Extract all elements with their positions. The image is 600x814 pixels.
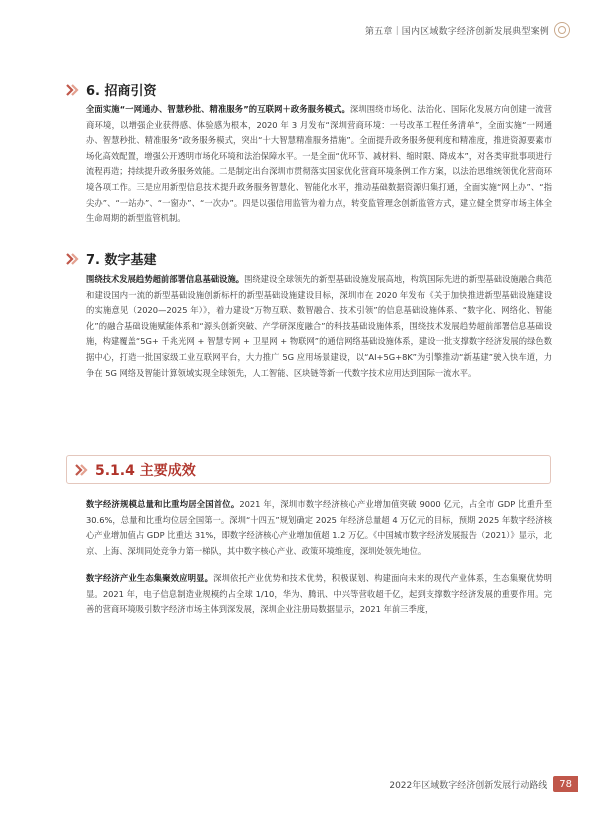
paragraph-lead: 围绕技术发展趋势超前部署信息基础设施。 bbox=[86, 274, 245, 284]
chapter-title: 第五章｜国内区域数字经济创新发展典型案例 bbox=[364, 26, 549, 37]
section-title: 7. 数字基建 bbox=[86, 253, 157, 268]
paragraph-achievement-scale bbox=[86, 497, 552, 559]
double-chevron-icon bbox=[66, 252, 80, 266]
double-chevron-icon bbox=[75, 463, 89, 477]
paragraph-body: 围绕建设全球领先的新型基础设施发展高地，构筑国际先进的新型基础设施融合典范和建设国内一流的新型基础设施创新标杆的新型基础设施建设目标，深圳市在 2020 年发布《关于加快推进新型基础设施建设的实施意见（2020—2025 年）》，着力建设“万物互联、数智融合、技术引领”的信息基础设施体系、“数字化、网络化、智能化”的融合基础设施赋能体系和“源头创新突破、产学研深度融合”的科技基础设施体系，围绕技术发展趋势超前部署信息基础设施，构建覆盖“5G+ 千兆光网 + 智慧专网 + 卫星网 + 物联网”的通信网络基础设施体系，建设一批支撑数字经济发展的绿色数据中心，打造一批国家级工业互联网平台，大力推广 5G 应用场景建设，以“AI+5G+8K”为引擎推动“新基建”驶入快车道，力争在 5G 网络及智能计算领域实现全球领先，人工智能、区块链等新一代数字技术应用达到国际一流水平。 bbox=[86, 274, 552, 378]
paragraph-investment bbox=[86, 102, 552, 227]
page-footer bbox=[389, 776, 578, 792]
emblem-icon bbox=[554, 22, 570, 38]
footer-title: 2022年区域数字经济创新发展行动路线 bbox=[389, 780, 548, 791]
paragraph-achievement-ecosystem bbox=[86, 571, 552, 618]
section-title: 6. 招商引资 bbox=[86, 84, 157, 99]
paragraph-lead: 数字经济产业生态集聚效应明显。 bbox=[86, 573, 214, 583]
paragraph-lead: 数字经济规模总量和比重均居全国首位。 bbox=[86, 499, 240, 509]
main-heading-box bbox=[66, 455, 551, 484]
section-heading-investment bbox=[66, 80, 157, 99]
page-header bbox=[365, 22, 570, 38]
paragraph-body: 深圳围绕市场化、法治化、国际化发展方向创建一流营商环境，以增强企业获得感、体验感为根本，2020 年 3 月发布“深圳营商环境：一号改革工程任务清单”，全面实施“一网通办、智慧秒批、精准服务”政务服务模式，突出“十大智慧精准服务措施”。全面提升政务服务便利度和精准度，推进资源要素市场化高效配置，增强公开透明市场化环境和法治保障水平。一是全面“优环节、减材料、缩时限、降成本”，对各类审批事项进行流程再造；持续提升政务服务效能。二是制定出台深圳市贯彻落实国家优化营商环境条例工作方案，以法治思维统领优化营商环境各项工作。三是应用新型信息技术提升政务服务智慧化、智能化水平，推动基础数据资源归集打通，全面实施“网上办”、“指尖办”、“一站办”、“一窗办”、“一次办”。四是以强信用监管为着力点，转变监管理念创新监管方式，建立健全贯穿市场主体全生命周期的新型监管机制。 bbox=[86, 104, 552, 224]
main-heading-title: 5.1.4 主要成效 bbox=[95, 462, 196, 479]
paragraph-body: 深圳依托产业优势和技术优势，积极谋划、构建面向未来的现代产业体系，生态集聚优势明显。2021 年，电子信息制造业规模约占全球 1/10，华为、腾讯、中兴等营收超千亿，起到支撑数字经济发展的重要作用。完善的营商环境吸引数字经济市场主体到深发展，深圳企业注册局数据显示，2021 年前三季度， bbox=[86, 573, 552, 615]
page-number: 78 bbox=[553, 776, 578, 792]
paragraph-infrastructure bbox=[86, 272, 552, 381]
paragraph-lead: 全面实施“一网通办、智慧秒批、精准服务”的互联网＋政务服务模式。 bbox=[86, 104, 350, 114]
double-chevron-icon bbox=[66, 83, 80, 97]
paragraph-body: 2021 年，深圳市数字经济核心产业增加值突破 9000 亿元，占全市 GDP 比重升至 30.6%，总量和比重均位居全国第一。深圳“十四五”规划确定 2025 年经济总量超 4 万亿元的目标，预期 2025 年数字经济核心产业增加值占 GDP 比重达 31%，即数字经济核心产业增加值超 1.2 万亿。《中国城市数字经济发展报告（2021）》显示，北京、上海、深圳同处竞争力第一梯队，其中数字核心产业、政策环境维度，深圳处领先地位。 bbox=[86, 499, 552, 556]
section-heading-infrastructure bbox=[66, 249, 157, 268]
